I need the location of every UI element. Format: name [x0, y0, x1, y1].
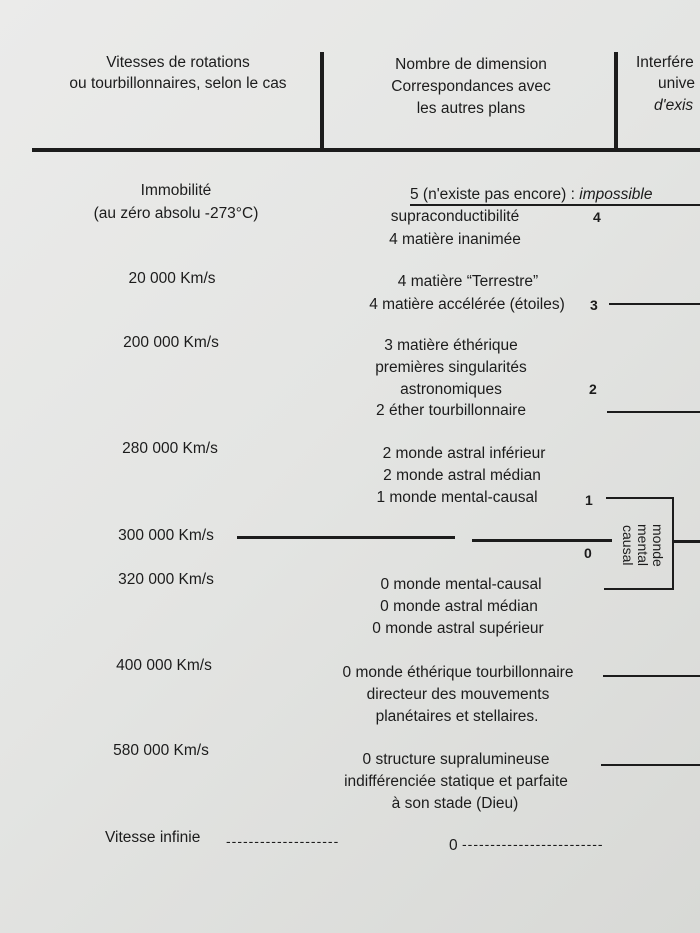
header-interference-line1: Interfére: [636, 54, 694, 71]
desc-row1-line1: 4 matière “Terrestre”: [397, 273, 539, 290]
light-line-right: [674, 540, 700, 543]
header-dimension-line2: Correspondances avec: [391, 78, 551, 95]
speed-immobilite: Immobilité: [140, 182, 212, 199]
header-divider-1: [320, 52, 324, 150]
desc-row6-line1: 0 monde éthérique tourbillonnaire: [342, 664, 574, 681]
level-number-2: 2: [589, 381, 597, 397]
dimension-5-label: [410, 184, 652, 205]
infinite-dash-right: -------------------------: [462, 836, 604, 852]
desc-row1-line2: 4 matière accélérée (étoiles): [369, 296, 565, 313]
speed-400000: 400 000 Km/s: [116, 657, 212, 674]
desc-row6-line2: directeur des mouvements: [366, 686, 550, 703]
desc-row6-line3: planétaires et stellaires.: [375, 708, 539, 725]
desc-row7-line3: à son stade (Dieu): [391, 795, 519, 812]
level-number-0: 0: [584, 545, 592, 561]
dimension-5-italic: impossible: [579, 186, 653, 203]
row7-line: [601, 764, 700, 766]
header-interference-line2: unive: [658, 75, 696, 92]
desc-row0-line2: 4 matière inanimée: [389, 231, 521, 248]
header-dimension-line1: Nombre de dimension: [395, 56, 547, 73]
bracket-word-monde: monde: [650, 523, 666, 567]
light-line-mid: [472, 539, 612, 542]
level-number-4: 4: [593, 209, 601, 225]
bracket-word-mental: mental: [635, 523, 651, 567]
desc-row5-line1: 0 monde mental-causal: [380, 576, 542, 593]
header-speed-line2: ou tourbillonnaires, selon le cas: [69, 75, 287, 92]
speed-580000: 580 000 Km/s: [113, 742, 209, 759]
header-divider-2: [614, 52, 618, 150]
speed-200000: 200 000 Km/s: [123, 334, 219, 351]
header-interference-line3: d'exis: [654, 97, 694, 114]
speed-280000: 280 000 Km/s: [122, 440, 218, 457]
bracket-right: [672, 497, 674, 590]
level-3-line: [609, 303, 700, 305]
infinite-dash-left: --------------------: [226, 833, 340, 849]
desc-row0-line1: supraconductibilité: [390, 208, 520, 225]
level-number-3: 3: [590, 297, 598, 313]
level-number-1: 1: [585, 492, 593, 508]
desc-row7-line1: 0 structure supralumineuse: [362, 751, 550, 768]
desc-row3-line3: 1 monde mental-causal: [376, 489, 538, 506]
desc-row5-line2: 0 monde astral médian: [380, 598, 538, 615]
desc-row3-line2: 2 monde astral médian: [383, 467, 541, 484]
row6-line: [603, 675, 700, 677]
level-2-line: [607, 411, 700, 413]
bracket-top: [606, 497, 674, 499]
speed-320000: 320 000 Km/s: [118, 571, 214, 588]
infinite-zero: 0: [449, 837, 458, 854]
bracket-label: [620, 512, 665, 578]
desc-row2-line2: premières singularités: [375, 359, 527, 376]
speed-300000: 300 000 Km/s: [118, 527, 214, 544]
desc-row5-line3: 0 monde astral supérieur: [372, 620, 544, 637]
speed-infinie: Vitesse infinie: [105, 829, 201, 846]
header-bottom-rule: [32, 148, 700, 152]
speed-20000: 20 000 Km/s: [128, 270, 216, 287]
desc-row2-line3: astronomiques: [400, 381, 502, 398]
light-line-left: [237, 536, 455, 539]
header-speed-line1: Vitesses de rotations: [106, 54, 250, 71]
desc-row2-line1: 3 matière éthérique: [384, 337, 518, 354]
speed-immobilite-note: (au zéro absolu -273°C): [93, 205, 259, 222]
bracket-word-causal: causal: [620, 524, 636, 566]
desc-row7-line2: indifférenciée statique et parfaite: [344, 773, 568, 790]
desc-row2-line4: 2 éther tourbillonnaire: [376, 402, 526, 419]
header-dimension-line3: les autres plans: [416, 100, 526, 117]
desc-row3-line1: 2 monde astral inférieur: [382, 445, 546, 462]
dimension-5-text: 5 (n'existe pas encore) :: [410, 186, 580, 203]
bracket-bottom: [604, 588, 674, 590]
